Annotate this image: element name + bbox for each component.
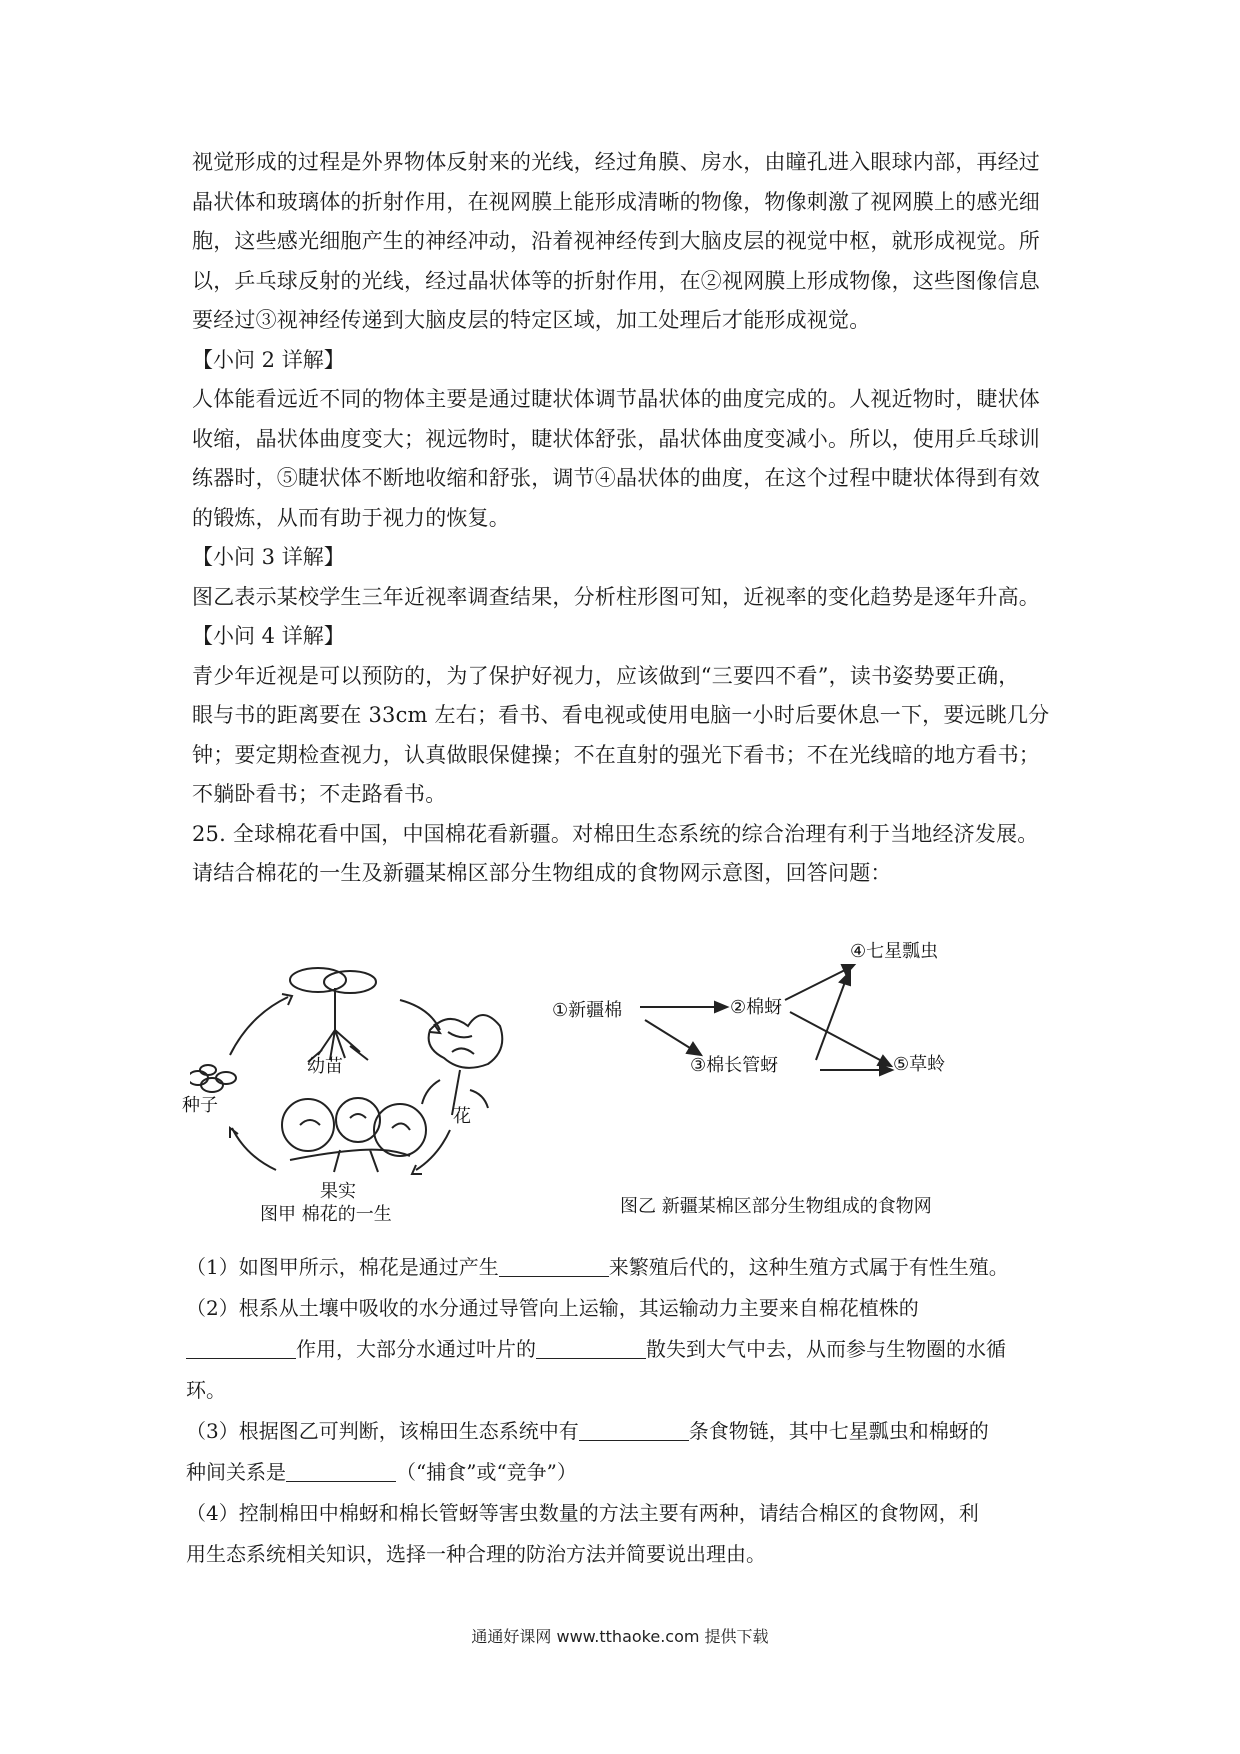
- q2-text-line3: 环。: [186, 1378, 226, 1402]
- paragraph-line: 收缩，晶状体曲度变大；视远物时，睫状体舒张，晶状体曲度变减小。所以，使用乒乓球训: [192, 426, 1040, 451]
- section-heading-3: 【小问 3 详解】: [192, 545, 345, 569]
- paragraph-line: 视觉形成的过程是外界物体反射来的光线，经过角膜、房水，由瞳孔进入眼球内部，再经过: [192, 150, 1040, 174]
- q1-text-a: （1）如图甲所示，棉花是通过产生: [186, 1255, 499, 1279]
- section-heading-2: 【小问 2 详解】: [192, 347, 345, 372]
- q1-answer-blank[interactable]: [499, 1254, 609, 1277]
- paragraph-line: 图乙表示某校学生三年近视率调查结果，分析柱形图可知，近视率的变化趋势是逐年升高。: [192, 584, 1040, 609]
- q2-text-b: 作用，大部分水通过叶片的: [296, 1337, 536, 1361]
- q3-text-b: 条食物链，其中七星瓢虫和棉蚜的: [688, 1419, 989, 1443]
- sub-questions: [186, 1247, 1076, 1575]
- q3-text-a: （3）根据图乙可判断，该棉田生态系统中有: [186, 1419, 579, 1443]
- paragraph-line: 眼与书的距离要在 33cm 左右；看书、看电视或使用电脑一小时后要休息一下，要远眺几分: [192, 703, 1050, 727]
- q4-text-line2: 用生态系统相关知识，选择一种合理的防治方法并简要说出理由。: [186, 1542, 766, 1566]
- q2-answer-blank-2[interactable]: [536, 1336, 646, 1359]
- answer-text: [192, 143, 1072, 894]
- sub-question-3: [186, 1411, 1076, 1452]
- paragraph-line: 人体能看远近不同的物体主要是通过睫状体调节晶状体的曲度完成的。人视近物时，睫状体: [192, 387, 1040, 411]
- paragraph-line: 青少年近视是可以预防的，为了保护好视力，应该做到“三要四不看”，读书姿势要正确，: [192, 663, 1020, 688]
- paragraph-line: 晶状体和玻璃体的折射作用，在视网膜上能形成清晰的物像，物像刺激了视网膜上的感光细: [192, 189, 1040, 214]
- section-heading-4: 【小问 4 详解】: [192, 624, 345, 648]
- paragraph-line: 要经过③视神经传递到大脑皮层的特定区域，加工处理后才能形成视觉。: [192, 308, 871, 332]
- q3-answer-blank-1[interactable]: [579, 1418, 689, 1441]
- stage-fruit-label: 果实: [320, 1181, 356, 1202]
- paragraph-line: 胞，这些感光细胞产生的神经冲动，沿着视神经传到大脑皮层的视觉中枢，就形成视觉。所: [192, 229, 1040, 253]
- q4-text-line1: （4）控制棉田中棉蚜和棉长管蚜等害虫数量的方法主要有两种，请结合棉区的食物网，利: [186, 1501, 979, 1525]
- stage-flower-label: 花: [453, 1106, 471, 1127]
- paragraph-line: 钟；要定期检查视力，认真做眼保健操；不在直射的强光下看书；不在光线暗的地方看书；: [192, 742, 1040, 767]
- paragraph-line: 的锻炼，从而有助于视力的恢复。: [192, 505, 510, 530]
- sub-question-4: [186, 1493, 1076, 1534]
- page-footer: 通通好课网 www.tthaoke.com 提供下载: [471, 1627, 769, 1646]
- figure-a-caption: 图甲 棉花的一生: [260, 1204, 392, 1225]
- figure-b-caption: 图乙 新疆某棉区部分生物组成的食物网: [620, 1196, 932, 1217]
- sub-question-4-cont: [186, 1534, 1076, 1575]
- food-web-node-4: ④七星瓢虫: [850, 941, 939, 962]
- paragraph-line: 练器时，⑤睫状体不断地收缩和舒张，调节④晶状体的曲度，在这个过程中睫状体得到有效: [192, 466, 1040, 490]
- stage-seedling-label: 幼苗: [307, 1056, 343, 1077]
- q3-text-d: （“捕食”或“竞争”）: [396, 1460, 577, 1484]
- sub-question-3-cont: [186, 1452, 1076, 1493]
- q2-answer-blank-1[interactable]: [186, 1336, 296, 1359]
- question-25-line: 请结合棉花的一生及新疆某棉区部分生物组成的食物网示意图，回答问题：: [192, 861, 892, 885]
- paragraph-line: 以，乒乓球反射的光线，经过晶状体等的折射作用，在②视网膜上形成物像，这些图像信息: [192, 268, 1040, 293]
- sub-question-1: [186, 1247, 1076, 1288]
- paragraph-line: 不躺卧看书；不走路看书。: [192, 782, 447, 806]
- q1-text-b: 来繁殖后代的，这种生殖方式属于有性生殖。: [608, 1255, 1009, 1279]
- q2-text-c: 散失到大气中去，从而参与生物圈的水循: [646, 1337, 1006, 1361]
- q3-answer-blank-2[interactable]: [286, 1459, 396, 1482]
- q3-text-c: 种间关系是: [186, 1460, 286, 1484]
- food-web-node-3: ③棉长管蚜: [690, 1055, 779, 1076]
- food-web-node-2: ②棉蚜: [730, 997, 783, 1018]
- question-25-line: 25. 全球棉花看中国，中国棉花看新疆。对棉田生态系统的综合治理有利于当地经济发展。: [192, 821, 1039, 846]
- stage-seed-label: 种子: [182, 1095, 218, 1116]
- food-web-node-5: ⑤草蛉: [893, 1054, 946, 1075]
- sub-question-2-end: [186, 1370, 1076, 1411]
- food-web-node-1: ①新疆棉: [552, 1000, 623, 1021]
- sub-question-2: [186, 1288, 1076, 1329]
- q2-text-line1: （2）根系从土壤中吸收的水分通过导管向上运输，其运输动力主要来自棉花植株的: [186, 1296, 919, 1320]
- sub-question-2-cont: [186, 1329, 1076, 1370]
- figures: [182, 941, 1070, 1240]
